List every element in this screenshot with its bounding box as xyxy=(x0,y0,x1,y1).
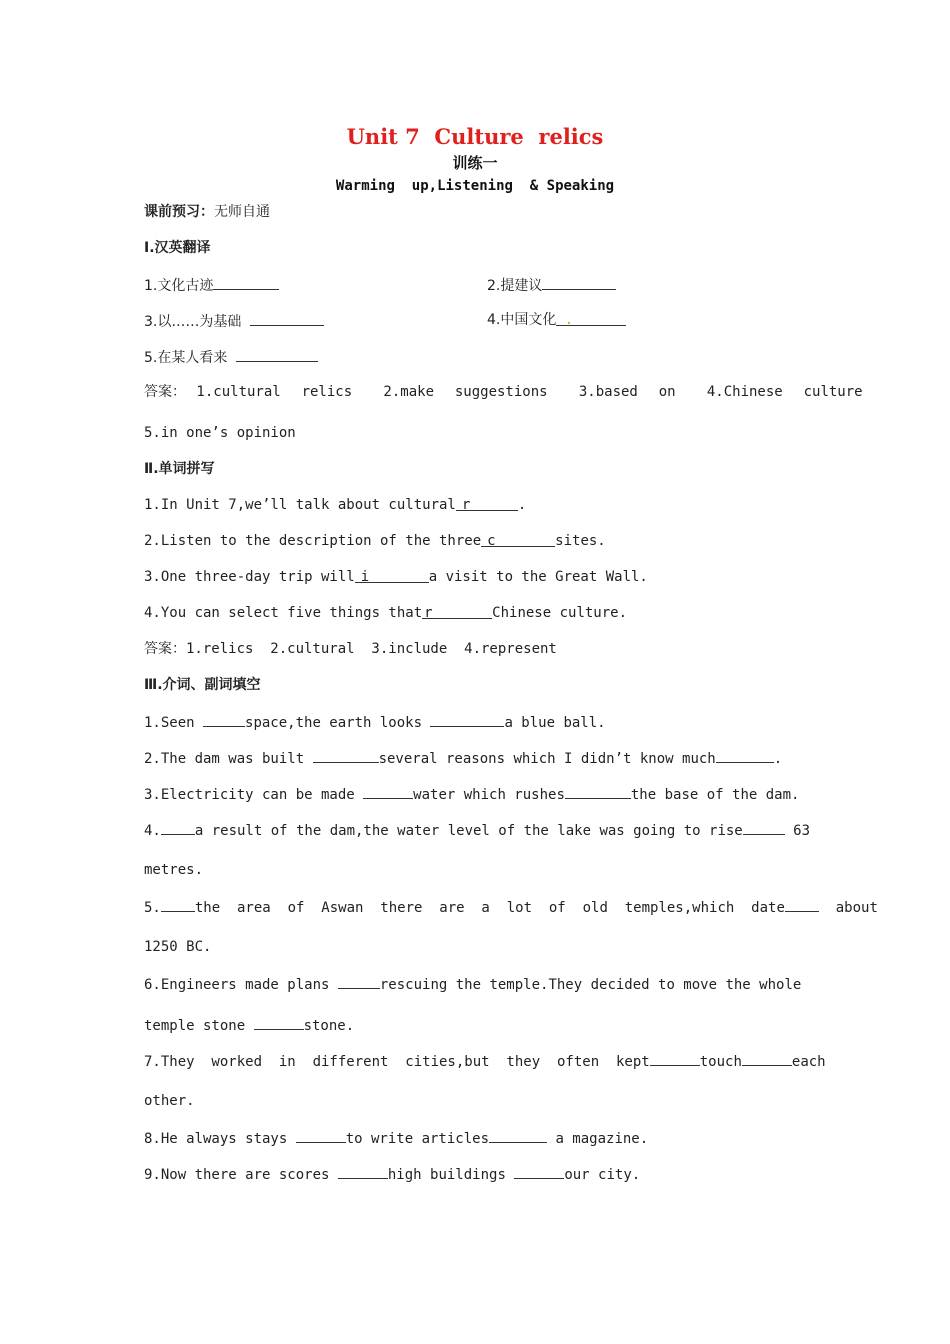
answer-blank[interactable] xyxy=(213,274,279,290)
answer-blank[interactable] xyxy=(565,783,631,799)
section-1-heading: Ⅰ.汉英翻译 xyxy=(144,240,211,256)
section-3-heading: Ⅲ.介词、副词填空 xyxy=(144,677,261,693)
answer-blank[interactable]: c xyxy=(481,531,555,547)
s3-question-4: 4. a result of the dam,the water level of the lake was going to rise 63 xyxy=(144,819,810,841)
answer-blank[interactable] xyxy=(338,973,380,989)
answer-blank[interactable] xyxy=(742,1050,792,1066)
section-2-heading: Ⅱ.单词拼写 xyxy=(144,461,215,477)
page-title: Unit 7 Culture relics xyxy=(346,124,604,149)
answer-blank[interactable] xyxy=(203,711,245,727)
answer-blank[interactable] xyxy=(430,711,504,727)
answer-blank[interactable] xyxy=(650,1050,700,1066)
s2-question-4: 4.You can select five things that r Chinese culture. xyxy=(144,605,628,621)
s3-question-9: 9.Now there are scores high buildings our city. xyxy=(144,1163,640,1185)
s1-question-2: 2.提建议 xyxy=(487,274,616,296)
answer-blank[interactable] xyxy=(489,1127,547,1143)
answer-blank[interactable] xyxy=(556,310,626,326)
s1-answer-cont: 5.in one’s opinion xyxy=(144,425,296,441)
s1-question-4: 4.中国文化 . xyxy=(487,310,626,330)
s3-question-8: 8.He always stays to write articles a magazine. xyxy=(144,1127,648,1149)
section-subtitle: Warming up,Listening & Speaking xyxy=(335,178,615,194)
s3-question-3: 3.Electricity can be made water which rushes the base of the dam. xyxy=(144,783,799,805)
s3-question-5: 5. the area of Aswan there are a lot of old temples,which date about xyxy=(144,896,878,918)
s2-question-1: 1.In Unit 7,we’ll talk about cultural r . xyxy=(144,497,527,513)
answer-blank[interactable] xyxy=(716,747,774,763)
answer-blank[interactable]: r xyxy=(456,495,518,511)
answer-blank[interactable] xyxy=(363,783,413,799)
s2-question-3: 3.One three-day trip will i a visit to the Great Wall. xyxy=(144,569,648,585)
answer-blank[interactable] xyxy=(161,819,195,835)
answer-blank[interactable] xyxy=(313,747,379,763)
dot-mark-icon: . xyxy=(556,312,574,328)
s3-question-6-cont: temple stone stone. xyxy=(144,1014,354,1036)
answer-blank[interactable]: i xyxy=(355,567,429,583)
s3-question-7: 7.They worked in different cities,but they often kept touch each xyxy=(144,1050,826,1072)
s2-answer: 答案：1.relics 2.cultural 3.include 4.represent xyxy=(144,641,557,657)
answer-blank[interactable] xyxy=(254,1014,304,1030)
s1-question-1: 1.文化古迹 xyxy=(144,274,279,296)
answer-blank[interactable] xyxy=(743,819,785,835)
answer-blank[interactable] xyxy=(542,274,616,290)
s1-question-3: 3.以……为基础 xyxy=(144,310,324,332)
answer-blank[interactable] xyxy=(250,310,324,326)
s3-question-6: 6.Engineers made plans rescuing the temple.They decided to move the whole xyxy=(144,973,801,995)
s3-question-1: 1.Seen space,the earth looks a blue ball. xyxy=(144,711,606,733)
s3-question-7-cont: other. xyxy=(144,1093,195,1109)
s3-question-2: 2.The dam was built several reasons which I didn’t know much . xyxy=(144,747,782,769)
answer-blank[interactable] xyxy=(296,1127,346,1143)
s3-question-5-cont: 1250 BC. xyxy=(144,939,212,955)
subtitle: 训练一 xyxy=(452,154,498,172)
answer-blank[interactable]: r xyxy=(422,603,492,619)
s1-question-5: 5.在某人看来 xyxy=(144,346,318,368)
answer-blank[interactable] xyxy=(338,1163,388,1179)
answer-blank[interactable] xyxy=(161,896,195,912)
answer-blank[interactable] xyxy=(236,346,318,362)
answer-blank[interactable] xyxy=(785,896,819,912)
s1-answer: 答案： 1.cultural relics 2.make suggestions 3.based on 4.Chinese culture xyxy=(144,384,863,400)
answer-blank[interactable] xyxy=(514,1163,564,1179)
preview-line: 课前预习：无师自通 xyxy=(144,204,270,220)
s2-question-2: 2.Listen to the description of the three c sites. xyxy=(144,533,606,549)
s3-question-4-cont: metres. xyxy=(144,862,204,878)
